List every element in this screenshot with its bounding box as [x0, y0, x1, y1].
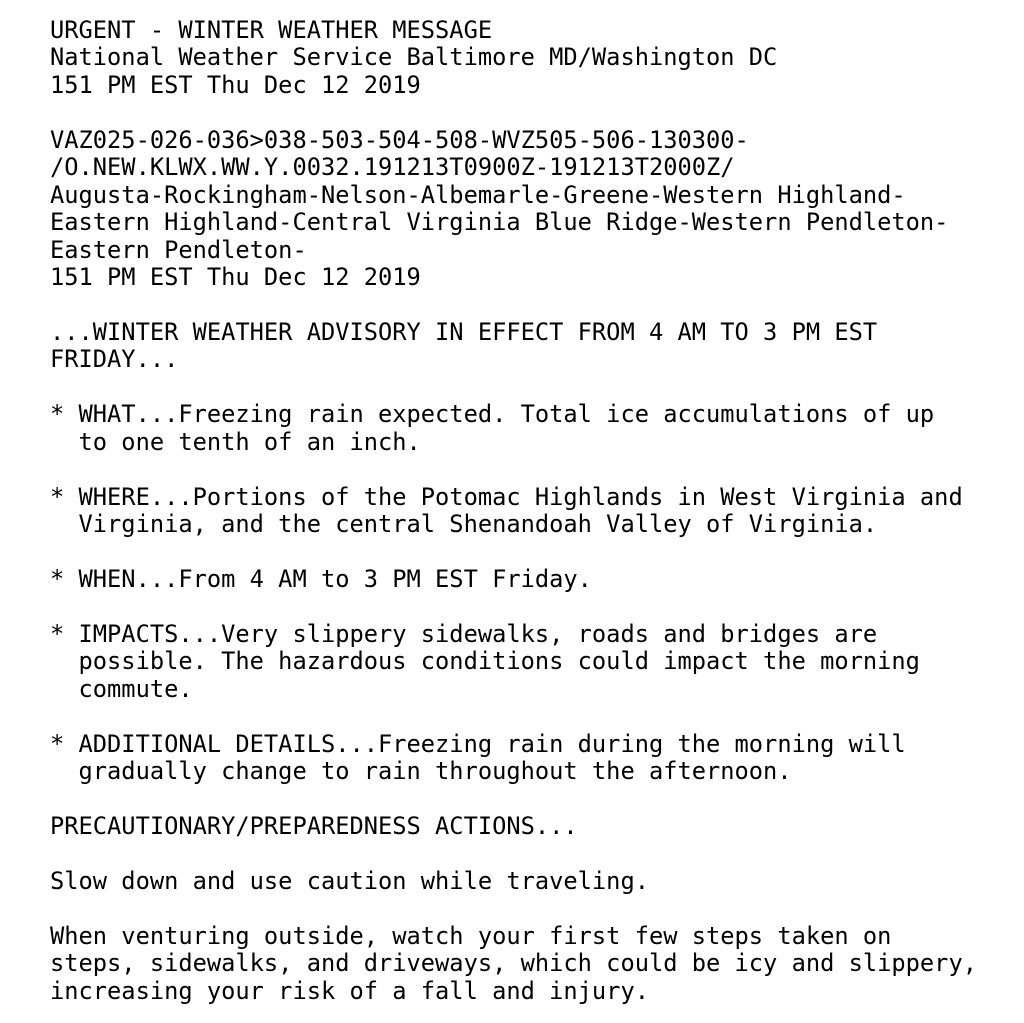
blank-line [50, 374, 1024, 401]
segment-issue-time-line: 151 PM EST Thu Dec 12 2019 [50, 263, 421, 292]
bullet-impacts-line: commute. [50, 674, 193, 703]
blank-line [50, 456, 1024, 483]
ugc-code-line: VAZ025-026-036>038-503-504-508-WVZ505-506-130300- [50, 125, 749, 154]
blank-line [50, 593, 1024, 620]
bullet-what-line: to one tenth of an inch. [50, 427, 421, 456]
issuing-office-line: National Weather Service Baltimore MD/Washington DC [50, 43, 778, 72]
headline-line: ...WINTER WEATHER ADVISORY IN EFFECT FROM 4 AM TO 3 PM EST [50, 317, 878, 346]
bullet-additional-details-line: * ADDITIONAL DETAILS...Freezing rain during the morning will [50, 729, 906, 758]
precautionary-paragraph-line: Slow down and use caution while traveling. [50, 866, 649, 895]
bullet-where-line: * WHERE...Portions of the Potomac Highlands in West Virginia and [50, 482, 963, 511]
precautionary-heading-line: PRECAUTIONARY/PREPAREDNESS ACTIONS... [50, 812, 578, 841]
blank-line [50, 292, 1024, 319]
bullet-when-line: * WHEN...From 4 AM to 3 PM EST Friday. [50, 564, 592, 593]
blank-line [50, 895, 1024, 922]
area-list-line: Eastern Pendleton- [50, 235, 307, 264]
blank-line [50, 840, 1024, 867]
bullet-what-line: * WHAT...Freezing rain expected. Total ice accumulations of up [50, 400, 935, 429]
precautionary-paragraph-line: steps, sidewalks, and driveways, which could be icy and slippery, [50, 949, 977, 978]
precautionary-paragraph-line: increasing your risk of a fall and injury. [50, 976, 649, 1005]
blank-line [50, 786, 1024, 813]
blank-line [50, 539, 1024, 566]
bullet-where-line: Virginia, and the central Shenandoah Valley of Virginia. [50, 510, 878, 539]
area-list-line: Eastern Highland-Central Virginia Blue Ridge-Western Pendleton- [50, 208, 949, 237]
alert-type-line: URGENT - WINTER WEATHER MESSAGE [50, 16, 493, 44]
vtec-code-line: /O.NEW.KLWX.WW.Y.0032.191213T0900Z-191213T2000Z/ [50, 153, 735, 182]
blank-line [50, 99, 1024, 126]
blank-line [50, 703, 1024, 730]
bullet-impacts-line: * IMPACTS...Very slippery sidewalks, roads and bridges are [50, 619, 878, 648]
area-list-line: Augusta-Rockingham-Nelson-Albemarle-Greene-Western Highland- [50, 180, 906, 209]
headline-line: FRIDAY... [50, 345, 179, 374]
bullet-impacts-line: possible. The hazardous conditions could impact the morning [50, 647, 920, 676]
bullet-additional-details-line: gradually change to rain throughout the afternoon. [50, 757, 792, 786]
issue-time-line: 151 PM EST Thu Dec 12 2019 [50, 70, 421, 99]
precautionary-paragraph-line: When venturing outside, watch your first few steps taken on [50, 921, 892, 950]
